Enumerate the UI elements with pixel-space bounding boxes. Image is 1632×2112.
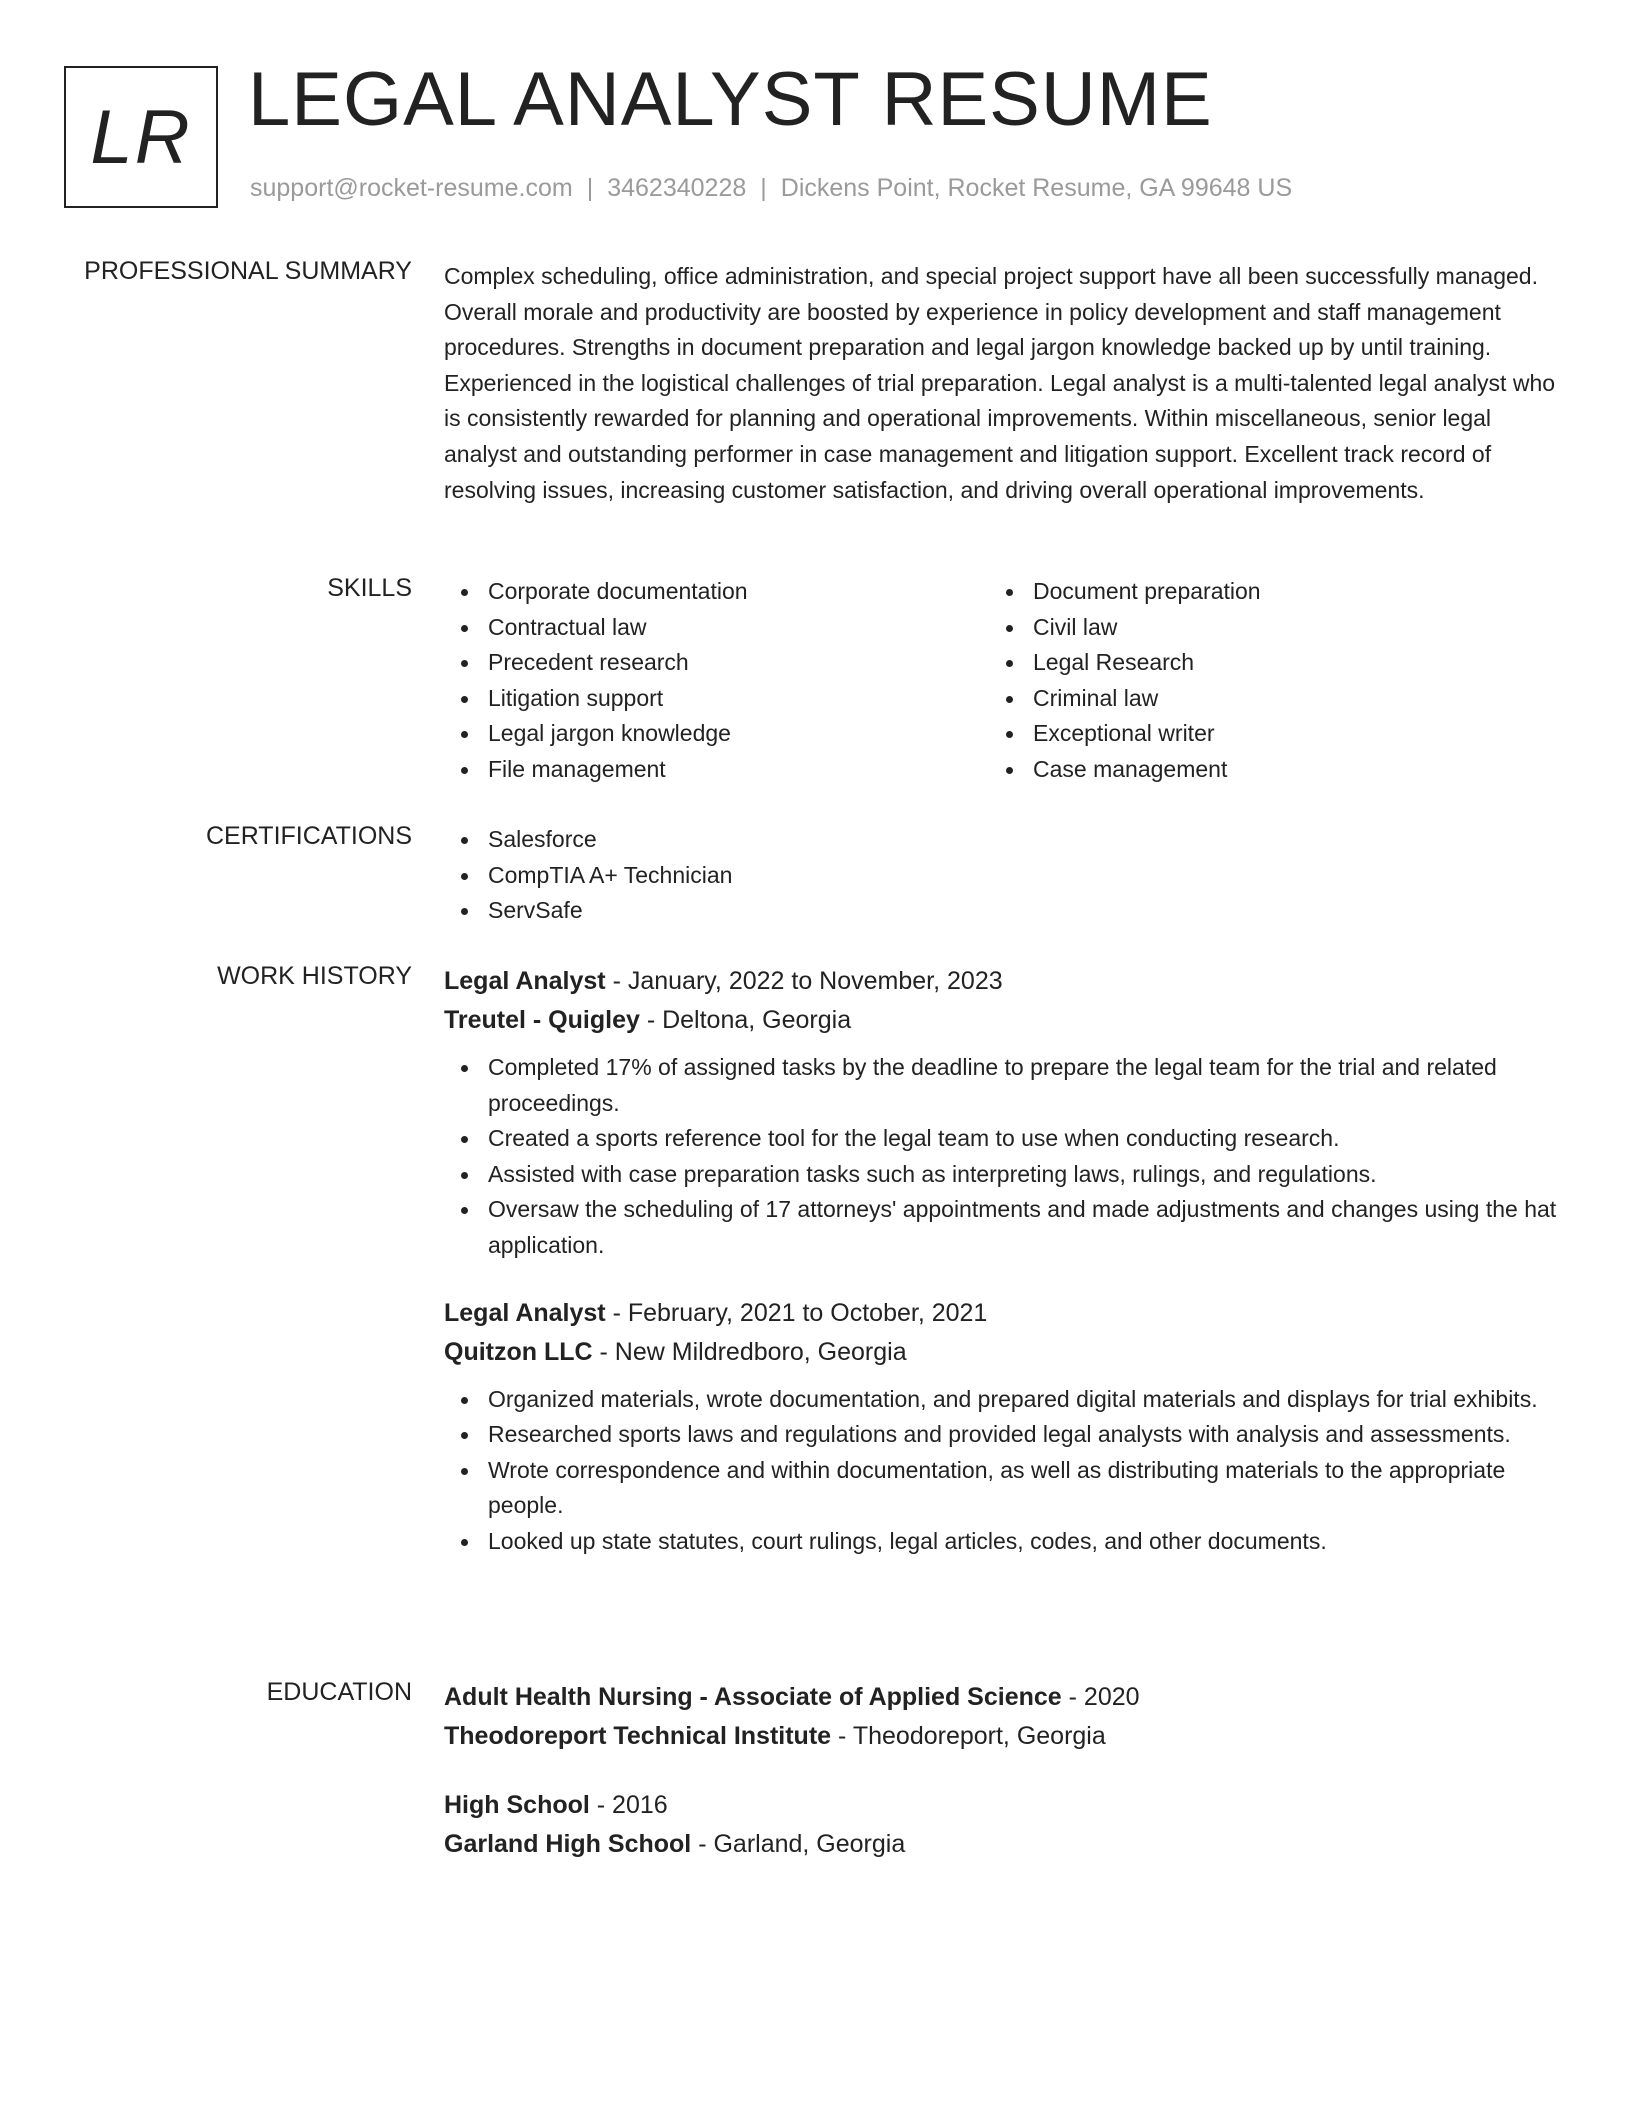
education-degree-line: [444, 1786, 1564, 1825]
education-entries: [444, 1678, 1564, 1864]
skills-column-left: [444, 574, 989, 788]
education-school: Garland High School: [444, 1830, 692, 1858]
education-entry: [444, 1786, 1564, 1864]
certification-item: CompTIA A+ Technician: [444, 858, 1564, 894]
job-company: Quitzon LLC: [444, 1337, 593, 1366]
skill-item: Case management: [989, 752, 1534, 788]
skills-label: SKILLS: [327, 574, 412, 602]
summary-label: PROFESSIONAL SUMMARY: [84, 257, 412, 285]
education-year: - 2016: [596, 1791, 668, 1819]
skill-item: Precedent research: [444, 645, 989, 681]
job-company-line: [444, 1001, 1564, 1040]
job-location: - New Mildredboro, Georgia: [599, 1337, 907, 1366]
job-title: Legal Analyst: [444, 967, 606, 995]
monogram-text: LR: [90, 94, 192, 180]
skill-item: Civil law: [989, 610, 1534, 646]
job-bullet: Completed 17% of assigned tasks by the deadline to prepare the legal team for the trial and related proceedings.: [444, 1050, 1564, 1121]
skill-item: File management: [444, 752, 989, 788]
work-history-entries: [444, 962, 1564, 1560]
contact-separator: |: [586, 174, 594, 202]
certifications-label: CERTIFICATIONS: [205, 822, 412, 850]
job-bullets: [444, 1050, 1564, 1264]
certifications-list: [444, 822, 1564, 929]
education-location: - Theodoreport, Georgia: [838, 1722, 1106, 1750]
skill-item: Exceptional writer: [989, 716, 1534, 752]
certification-item: Salesforce: [444, 822, 1564, 858]
education-location: - Garland, Georgia: [698, 1830, 906, 1858]
contact-separator: |: [760, 174, 767, 202]
job-bullet: Assisted with case preparation tasks such as interpreting laws, rulings, and regulations.: [444, 1157, 1564, 1193]
job-location: - Deltona, Georgia: [646, 1006, 852, 1034]
education-school: Theodoreport Technical Institute: [444, 1722, 832, 1750]
work-history-label: WORK HISTORY: [217, 962, 412, 990]
education-school-line: [444, 1717, 1564, 1756]
job-dates: - January, 2022 to November, 2023: [612, 967, 1003, 995]
job-company: Treutel - Quigley: [444, 1006, 640, 1034]
education-degree: High School: [444, 1791, 590, 1819]
skill-item: Legal Research: [989, 645, 1534, 681]
skills-column-right: [989, 574, 1534, 788]
skills-list: [444, 574, 1564, 788]
job-bullet: Created a sports reference tool for the legal team to use when conducting research.: [444, 1121, 1564, 1157]
skill-item: Document preparation: [989, 574, 1534, 610]
job-company-line: [444, 1333, 1564, 1372]
contact-email[interactable]: support@rocket-resume.com: [250, 174, 573, 202]
job-bullet: Researched sports laws and regulations and provided legal analysts with analysis and assessments.: [444, 1417, 1564, 1453]
job-title: Legal Analyst: [444, 1298, 606, 1327]
skill-item: Litigation support: [444, 681, 989, 717]
job-title-line: [444, 1294, 1564, 1333]
skill-item: Contractual law: [444, 610, 989, 646]
resume-title: LEGAL ANALYST RESUME: [248, 57, 1213, 142]
job-bullet: Organized materials, wrote documentation, and prepared digital materials and displays for trial exhibits.: [444, 1382, 1564, 1418]
skill-item: Legal jargon knowledge: [444, 716, 989, 752]
monogram: [64, 66, 218, 208]
skill-item: Corporate documentation: [444, 574, 989, 610]
job-bullet: Wrote correspondence and within documentation, as well as distributing materials to the appropriate people.: [444, 1453, 1564, 1524]
education-school-line: [444, 1825, 1564, 1864]
skill-item: Criminal law: [989, 681, 1534, 717]
contact-line: [250, 174, 1292, 203]
job-entry: [444, 1294, 1564, 1560]
education-degree: Adult Health Nursing - Associate of Applied Science: [444, 1683, 1062, 1711]
job-bullet: Oversaw the scheduling of 17 attorneys' appointments and made adjustments and changes using the hat application.: [444, 1192, 1564, 1263]
education-degree-line: [444, 1678, 1564, 1717]
certification-item: ServSafe: [444, 893, 1564, 929]
contact-address: Dickens Point, Rocket Resume, GA 99648 US: [780, 174, 1293, 202]
job-title-line: [444, 962, 1564, 1001]
contact-phone[interactable]: 3462340228: [607, 174, 747, 202]
summary-text: Complex scheduling, office administration, and special project support have all been successfully managed. Overall morale and productivity are boosted by experience in policy development and staff management procedures. Strengths in document preparation and legal jargon knowledge backed up by until training. Experienced in the logistical challenges of trial preparation. Legal analyst is a multi-talented legal analyst who is consistently rewarded for planning and operational improvements. Within miscellaneous, senior legal analyst and outstanding performer in case management and litigation support. Excellent track record of resolving issues, increasing customer satisfaction, and driving overall operational improvements.: [444, 263, 1556, 503]
job-bullets: [444, 1382, 1564, 1560]
job-dates: - February, 2021 to October, 2021: [612, 1298, 988, 1327]
job-entry: [444, 962, 1564, 1264]
education-year: - 2020: [1068, 1683, 1140, 1711]
job-bullet: Looked up state statutes, court rulings, legal articles, codes, and other documents.: [444, 1524, 1564, 1560]
education-entry: [444, 1678, 1564, 1756]
education-label: EDUCATION: [266, 1678, 412, 1706]
